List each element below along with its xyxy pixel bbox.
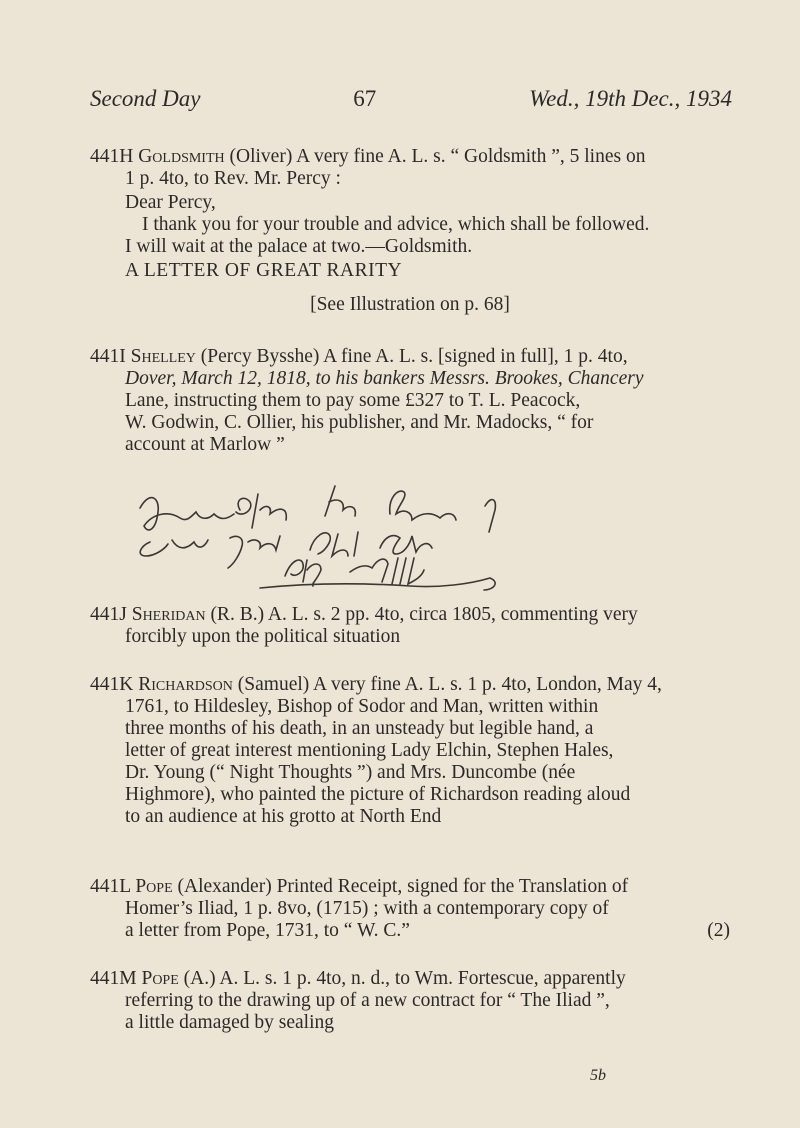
lot-number: 441H bbox=[90, 146, 134, 167]
lot-text: (Percy Bysshe) A fine A. L. s. [signed in full], 1 p. 4to, bbox=[195, 346, 628, 367]
lot-441k-line2: 1761, to Hildesley, Bishop of Sodor and Man, written within bbox=[125, 696, 599, 717]
lot-text: (Samuel) A very fine A. L. s. 1 p. 4to, London, May 4, bbox=[232, 674, 662, 695]
lot-441l-line2: Homer’s Iliad, 1 p. 8vo, (1715) ; with a contemporary copy of bbox=[125, 898, 609, 919]
lot-441j-line1 bbox=[90, 604, 730, 626]
lot-number: 441L bbox=[90, 876, 131, 897]
rarity-note: A LETTER OF GREAT RARITY bbox=[125, 260, 403, 281]
lot-author: Shelley bbox=[130, 346, 196, 367]
lot-author: Pope bbox=[141, 968, 179, 989]
lot-text: (Alexander) Printed Receipt, signed for the Translation of bbox=[172, 876, 629, 897]
lot-number: 441K bbox=[90, 674, 134, 695]
lot-441l-line3 bbox=[90, 920, 730, 942]
lot-441k-line1 bbox=[90, 674, 730, 696]
lot-441k-line7: to an audience at his grotto at North End bbox=[125, 806, 442, 827]
signature-mark: 5b bbox=[590, 1067, 606, 1084]
handwritten-facsimile bbox=[110, 480, 670, 595]
lot-441k-line3: three months of his death, in an unsteady but legible hand, a bbox=[125, 718, 594, 739]
lot-441i-line4: W. Godwin, C. Ollier, his publisher, and Mr. Madocks, “ for bbox=[125, 412, 594, 433]
letter-body-2: I will wait at the palace at two.—Goldsmith. bbox=[125, 236, 473, 257]
lot-441m-line3: a little damaged by sealing bbox=[125, 1012, 335, 1033]
lot-text: a letter from Pope, 1731, to “ W. C.” bbox=[125, 920, 410, 941]
lot-text: (A.) A. L. s. 1 p. 4to, n. d., to Wm. Fortescue, apparently bbox=[178, 968, 626, 989]
lot-441k-line4: letter of great interest mentioning Lady Elchin, Stephen Hales, bbox=[125, 740, 614, 761]
lot-number: 441I bbox=[90, 346, 126, 367]
lot-441m-line1 bbox=[90, 968, 730, 990]
lot-441h-line1 bbox=[90, 146, 730, 168]
lot-number: 441M bbox=[90, 968, 137, 989]
running-head-left: Second Day bbox=[90, 86, 201, 111]
lot-441j bbox=[90, 604, 730, 648]
lot-author: Pope bbox=[135, 876, 173, 897]
lot-441m bbox=[90, 968, 730, 1034]
running-head bbox=[90, 86, 732, 112]
letter-body: I thank you for your trouble and advice, which shall be followed. bbox=[142, 214, 650, 235]
lot-text: (Oliver) A very fine A. L. s. “ Goldsmith ”, 5 lines on bbox=[224, 146, 646, 167]
lot-count: (2) bbox=[707, 920, 730, 941]
lot-441h bbox=[90, 146, 730, 316]
lot-author: Sheridan bbox=[131, 604, 206, 625]
lot-number: 441J bbox=[90, 604, 127, 625]
lot-text: (R. B.) A. L. s. 2 pp. 4to, circa 1805, commenting very bbox=[205, 604, 638, 625]
lot-441k-line5: Dr. Young (“ Night Thoughts ”) and Mrs. Duncombe (née bbox=[125, 762, 576, 783]
lot-441i-line3: Lane, instructing them to pay some £327 to T. L. Peacock, bbox=[125, 390, 581, 411]
lot-441l-line1 bbox=[90, 876, 730, 898]
page-number: 67 bbox=[353, 86, 377, 111]
lot-441i bbox=[90, 346, 730, 456]
lot-441i-line2: Dover, March 12, 1818, to his bankers Messrs. Brookes, Chancery bbox=[125, 368, 644, 389]
lot-441j-line2: forcibly upon the political situation bbox=[125, 626, 401, 647]
letter-salutation: Dear Percy, bbox=[125, 192, 216, 213]
illustration-note: [See Illustration on p. 68] bbox=[310, 294, 510, 315]
lot-441k bbox=[90, 674, 730, 828]
lot-441k-line6: Highmore), who painted the picture of Richardson reading aloud bbox=[125, 784, 631, 805]
lot-441h-line2: 1 p. 4to, to Rev. Mr. Percy : bbox=[125, 168, 341, 189]
lot-author: Richardson bbox=[138, 674, 233, 695]
lot-441l bbox=[90, 876, 730, 942]
lot-441m-line2: referring to the drawing up of a new contract for “ The Iliad ”, bbox=[125, 990, 610, 1011]
lot-441i-line1 bbox=[90, 346, 730, 368]
lot-author: Goldsmith bbox=[138, 146, 225, 167]
lot-441i-line5: account at Marlow ” bbox=[125, 434, 285, 455]
running-head-right: Wed., 19th Dec., 1934 bbox=[529, 86, 732, 111]
